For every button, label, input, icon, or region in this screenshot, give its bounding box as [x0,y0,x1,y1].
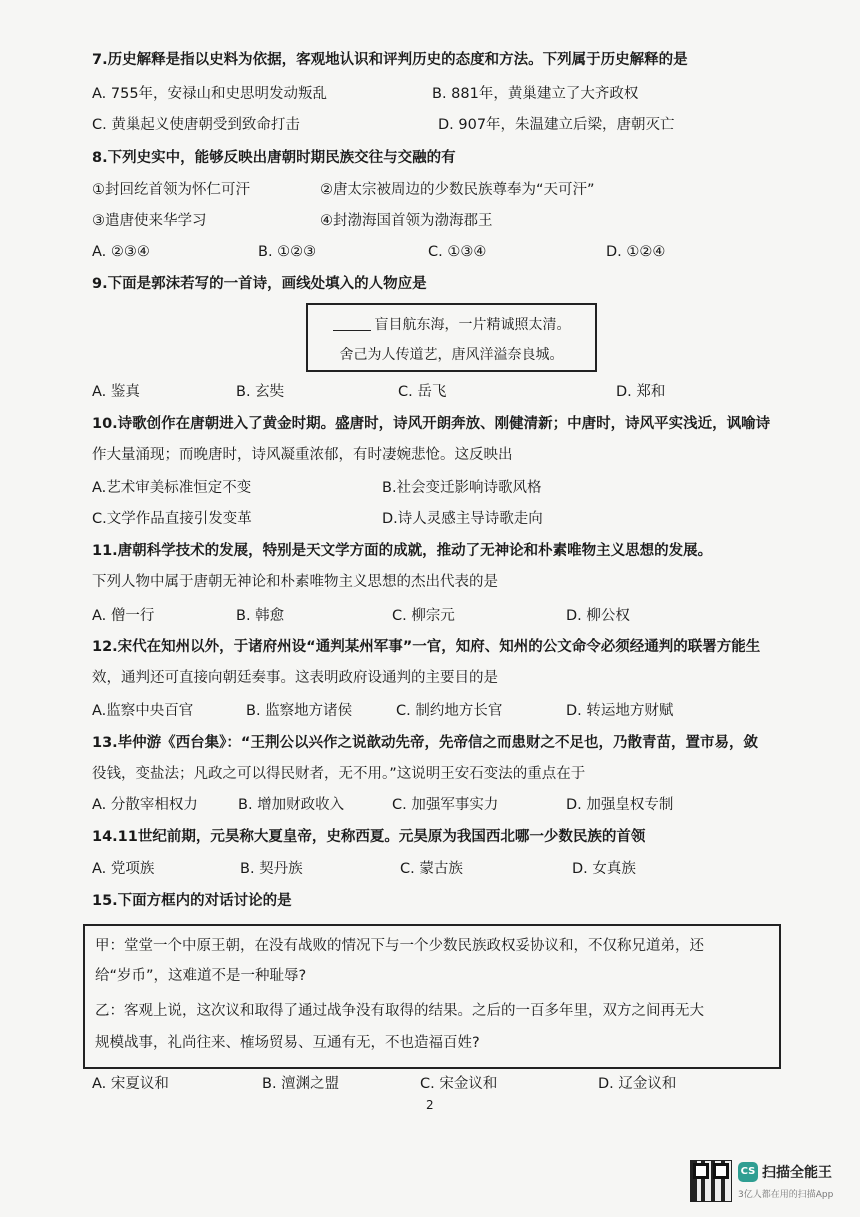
qr-code-icon [690,1160,732,1202]
dialogue-line-4: 规模战事，礼尚往来、榷场贸易、互通有无，不也造福百姓? [95,1035,480,1051]
q8-option-c: C. ①③④ [428,244,487,260]
q13-stem-line-1: 13.毕仲游《西台集》：“王荆公以兴作之说歆动先帝，先帝信之而患财之不足也，乃散青苗，置市易，敛 [92,735,758,751]
q14-option-d: D. 女真族 [572,861,636,877]
q14-option-b: B. 契丹族 [240,861,303,877]
q9-option-c: C. 岳飞 [398,384,447,400]
q11-stem-line-2: 下列人物中属于唐朝无神论和朴素唯物主义思想的杰出代表的是 [92,574,498,590]
q7-option-d: D. 907年，朱温建立后梁，唐朝灭亡 [438,117,675,133]
poem-line-1: 盲目航东海，一片精诚照太清。 [374,317,571,333]
q13-stem-line-2: 役钱，变盐法；凡政之可以得民财者，无不用。”这说明王安石变法的重点在于 [92,766,586,782]
q8-statement-2: ②唐太宗被周边的少数民族尊奉为“天可汗” [320,182,595,198]
q10-stem-line-1: 10.诗歌创作在唐朝进入了黄金时期。盛唐时，诗风开朗奔放、刚健清新；中唐时，诗风平实浅近，讽喻诗 [92,416,771,432]
q7-option-a: A. 755年，安禄山和史思明发动叛乱 [92,86,328,102]
q9-option-d: D. 郑和 [616,384,666,400]
q8-option-d: D. ①②④ [606,244,666,260]
q11-option-c: C. 柳宗元 [392,608,455,624]
q11-option-d: D. 柳公权 [566,608,630,624]
q13-option-c: C. 加强军事实力 [392,797,499,813]
q8-statement-3: ③遣唐使来华学习 [92,213,207,229]
q12-option-a: A.监察中央百官 [92,703,194,719]
q13-option-b: B. 增加财政收入 [238,797,345,813]
q8-statement-1: ①封回纥首领为怀仁可汗 [92,182,250,198]
q15-stem: 15.下面方框内的对话讨论的是 [92,893,292,909]
q7-stem: 7.历史解释是指以史料为依据，客观地认识和评判历史的态度和方法。下列属于历史解释的是 [92,52,688,68]
scanner-watermark [690,1160,850,1204]
q13-option-d: D. 加强皇权专制 [566,797,674,813]
q9-option-b: B. 玄奘 [236,384,285,400]
q10-option-d: D.诗人灵感主导诗歌走向 [382,511,543,527]
dialogue-line-3: 乙：客观上说，这次议和取得了通过战争没有取得的结果。之后的一百多年里，双方之间再无大 [95,1003,704,1019]
q11-stem-line-1: 11.唐朝科学技术的发展，特别是天文学方面的成就，推动了无神论和朴素唯物主义思想的发展。 [92,543,713,559]
q8-statement-4: ④封渤海国首领为渤海郡王 [320,213,493,229]
dialogue-line-1: 甲：堂堂一个中原王朝，在没有战败的情况下与一个少数民族政权妥协议和，不仅称兄道弟，还 [95,938,704,954]
q8-option-b: B. ①②③ [258,244,317,260]
q9-stem: 9.下面是郭沫若写的一首诗，画线处填入的人物应是 [92,276,427,292]
q12-option-c: C. 制约地方长官 [396,703,503,719]
q14-option-a: A. 党项族 [92,861,155,877]
q10-stem-line-2: 作大量涌现；而晚唐时，诗风凝重浓郁，有时凄婉悲怆。这反映出 [92,447,513,463]
q7-option-b: B. 881年，黄巢建立了大齐政权 [432,86,639,102]
q11-option-b: B. 韩愈 [236,608,285,624]
page-number: 2 [426,1098,434,1112]
fill-blank [333,318,371,331]
q8-option-a: A. ②③④ [92,244,150,260]
dialogue-box [83,924,781,1069]
q10-option-b: B.社会变迁影响诗歌风格 [382,480,542,496]
q15-option-c: C. 宋金议和 [420,1076,498,1092]
dialogue-line-2: 给“岁币”，这难道不是一种耻辱? [95,968,307,984]
q10-option-c: C.文学作品直接引发变革 [92,511,252,527]
q15-option-b: B. 澶渊之盟 [262,1076,340,1092]
q11-option-a: A. 僧一行 [92,608,155,624]
camscanner-logo-icon: CS [738,1162,758,1182]
q14-stem: 14.11世纪前期，元昊称大夏皇帝，史称西夏。元昊原为我国西北哪一少数民族的首领 [92,829,646,845]
app-tagline: 3亿人都在用的扫描App [738,1190,834,1200]
poem-box [306,303,597,372]
q12-option-d: D. 转运地方财赋 [566,703,674,719]
q8-stem: 8.下列史实中，能够反映出唐朝时期民族交往与交融的有 [92,150,456,166]
q13-option-a: A. 分散宰相权力 [92,797,198,813]
q15-option-a: A. 宋夏议和 [92,1076,169,1092]
q14-option-c: C. 蒙古族 [400,861,463,877]
q7-option-c: C. 黄巢起义使唐朝受到致命打击 [92,117,300,133]
poem-line-2: 舍己为人传道艺，唐风洋溢奈良城。 [339,347,564,363]
q10-option-a: A.艺术审美标准恒定不变 [92,480,252,496]
q15-option-d: D. 辽金议和 [598,1076,677,1092]
q12-option-b: B. 监察地方诸侯 [246,703,353,719]
q12-stem-line-1: 12.宋代在知州以外，于诸府州设“通判某州军事”一官，知府、知州的公文命令必须经通判的联署方能生 [92,639,761,655]
app-name: 扫描全能王 [762,1165,832,1181]
q9-option-a: A. 鉴真 [92,384,140,400]
q12-stem-line-2: 效，通判还可直接向朝廷奏事。这表明政府设通判的主要目的是 [92,670,498,686]
